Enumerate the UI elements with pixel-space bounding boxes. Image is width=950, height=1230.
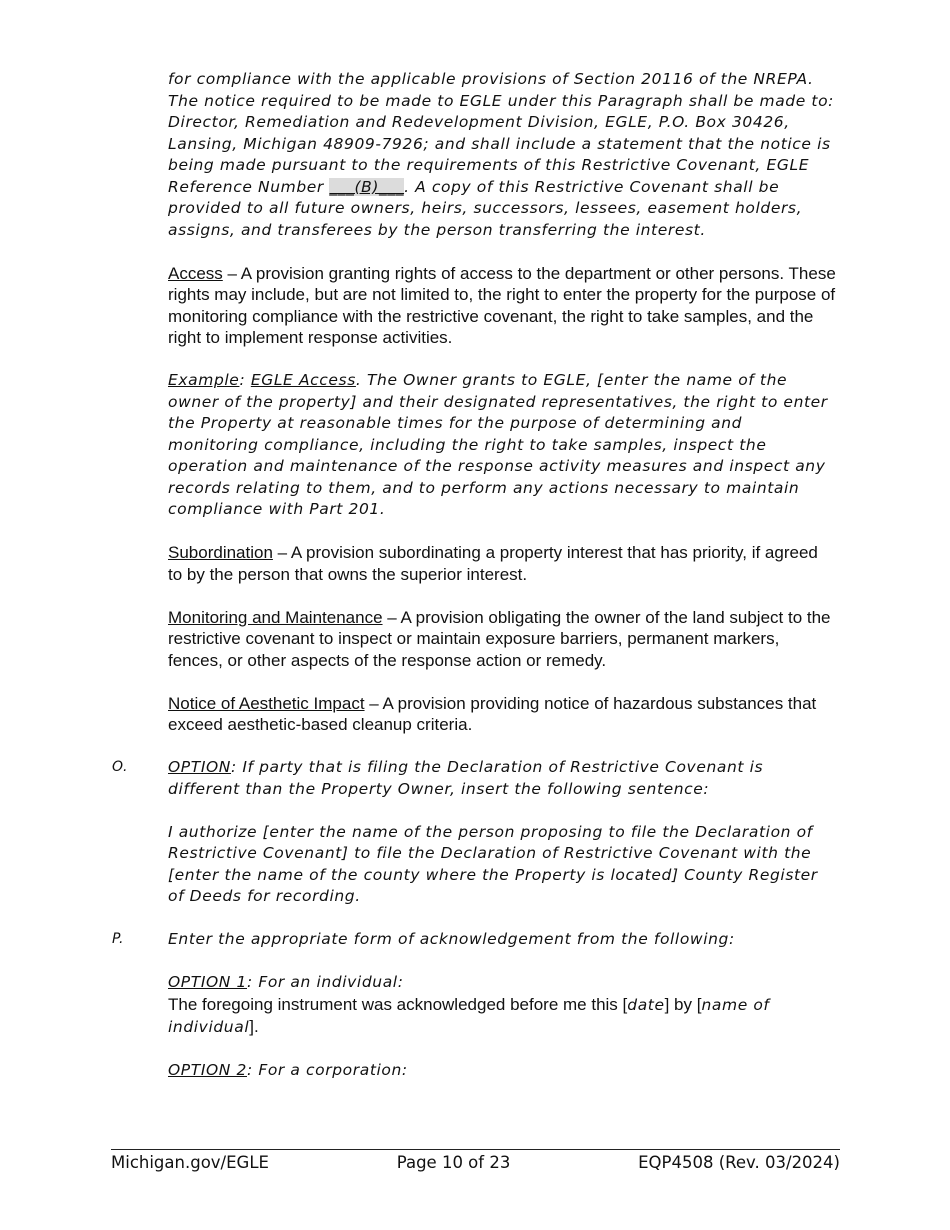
option1-heading [168, 972, 836, 994]
subordination-text: – A provision subordinating a property interest that has priority, if agreed to by the person that owns the superior interest. [168, 543, 818, 584]
page-content [112, 69, 836, 1103]
access-text: – A provision granting rights of access to the department or other persons. These rights may include, but are not limited to, the right to enter the property for the purpose of monitoring compliance with the restrictive covenant, the right to take samples, and the right to implement response activities. [168, 263, 836, 347]
option1-desc: : For an individual: [246, 973, 404, 991]
monitoring-text: – A provision obligating the owner of the land subject to the restrictive covenant to inspect or maintain exposure barriers, permanent markers, fences, or other aspects of the response action or remedy. [168, 607, 831, 670]
option2-heading [168, 1060, 836, 1082]
notice-paragraph [168, 69, 836, 241]
item-o-marker: O. [112, 759, 128, 775]
subordination-paragraph [168, 542, 836, 585]
footer-page-number: Page 10 of 23 [396, 1153, 511, 1172]
notice-text-before: for compliance with the applicable provisions of Section 20116 of the NREPA. The notice required to be made to EGLE under this Paragraph shall be made to: Director, Remediation and Redevelopment Division, EGLE, P.O. Box 30426, Lansing, Michigan 48909-7926; and shall include a statement that the notice is being made pursuant to the requirements of this Restrictive Covenant, EGLE Reference Number [168, 70, 834, 196]
item-o-option-label: OPTION [168, 758, 231, 776]
ack-name-placeholder: name of individual [168, 995, 770, 1036]
item-o-instruction-text: : If party that is filing the Declaration of Restrictive Covenant is different than the Property Owner, insert the following sentence: [168, 758, 764, 798]
example-label: Example [168, 371, 240, 389]
footer-website: Michigan.gov/EGLE [111, 1153, 269, 1172]
ack-mid: ] by [ [664, 994, 702, 1014]
ack-date-placeholder: date [627, 995, 665, 1014]
ack-start: The foregoing instrument was acknowledged before me this [ [168, 994, 628, 1014]
aesthetic-text: – A provision providing notice of hazardous substances that exceed aesthetic-based cleanup criteria. [168, 693, 817, 734]
access-term: Access [168, 263, 223, 283]
ack-end: ]. [249, 1017, 259, 1036]
item-p-marker: P. [112, 931, 124, 947]
option2-label: OPTION 2 [168, 1061, 247, 1079]
page-footer [111, 1149, 840, 1173]
monitoring-term: Monitoring and Maintenance [168, 607, 383, 627]
example-title: EGLE Access [250, 371, 356, 389]
item-o [112, 757, 836, 908]
example-text: . The Owner grants to EGLE, [enter the name of the owner of the property] and their designated representatives, the right to enter the Property at reasonable times for the purpose of determining and monitoring compliance, including the right to take samples, inspect the operation and maintenance of the response activity measures and inspect any records relating to them, and to perform any actions necessary to maintain compliance with Part 201. [168, 371, 828, 518]
aesthetic-term: Notice of Aesthetic Impact [168, 693, 365, 713]
item-p [112, 929, 836, 1082]
item-o-instruction [168, 757, 836, 800]
footer-form-number: EQP4508 (Rev. 03/2024) [638, 1153, 840, 1172]
aesthetic-paragraph [168, 693, 836, 736]
item-p-instruction: Enter the appropriate form of acknowledgement from the following: [168, 930, 735, 948]
option2-desc: : For a corporation: [246, 1061, 408, 1079]
access-paragraph [168, 263, 836, 349]
acknowledgement-text [168, 994, 836, 1039]
option1-label: OPTION 1 [168, 973, 247, 991]
monitoring-paragraph [168, 607, 836, 672]
notice-text-after: . A copy of this Restrictive Covenant shall be provided to all future owners, heirs, successors, lessees, easement holders, assigns, and transferees by the person transferring the interest. [168, 177, 803, 239]
subordination-term: Subordination [168, 543, 273, 562]
item-o-authorize-sentence: I authorize [enter the name of the person proposing to file the Declaration of Restrictive Covenant] to file the Declaration of Restrictive Covenant with the [enter the name of the county where the Property is located] County Register of Deeds for recording. [168, 822, 818, 905]
example-colon: : [239, 371, 251, 389]
example-paragraph [168, 370, 836, 521]
reference-number-field[interactable]: ___(B)___ [329, 177, 405, 196]
